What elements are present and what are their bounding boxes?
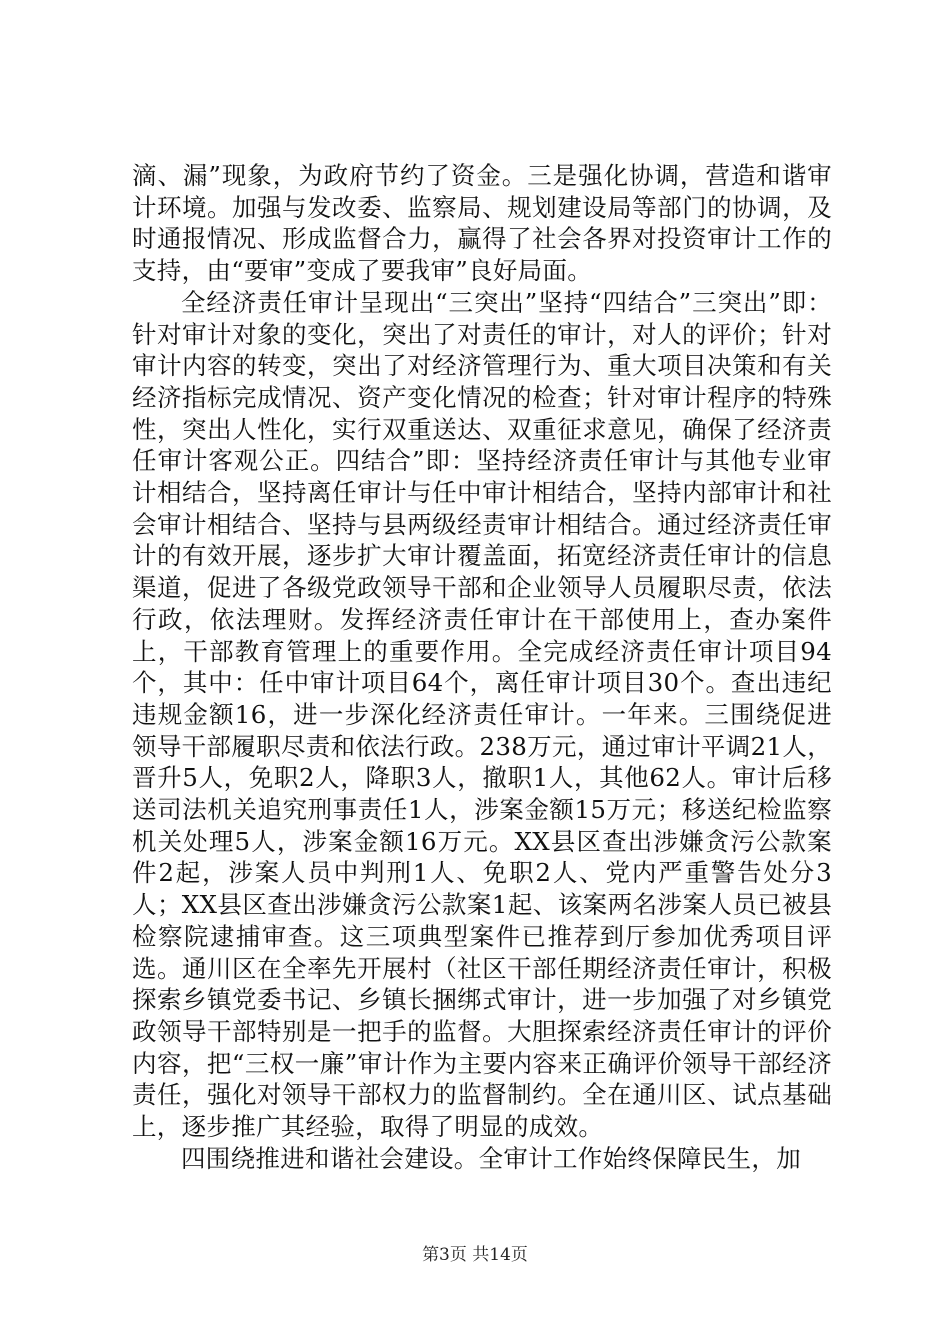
paragraph-2: 全经济责任审计呈现出“三突出”坚持“四结合”三突出”即：针对审计对象的变化，突出了对责任的审计，对人的评价；针对审计内容的转变，突出了对经济管理行为、重大项目决策和有关经济指标完成情况、资产变化情况的检查；针对审计程序的特殊性，突出人性化，实行双重送达、双重征求意见，确保了经济责任审计客观公正。四结合”即：坚持经济责任审计与其他专业审计相结合，坚持离任审计与任中审计相结合，坚持内部审计和社会审计相结合、坚持与县两级经责审计相结合。通过经济责任审计的有效开展，逐步扩大审计覆盖面，拓宽经济责任审计的信息渠道，促进了各级党政领导干部和企业领导人员履职尽责，依法行政，依法理财。发挥经济责任审计在干部使用上，查办案件上，干部教育管理上的重要作用。全完成经济责任审计项目94个，其中：任中审计项目64个，离任审计项目30个。查出违纪违规金额16，进一步深化经济责任审计。一年来。三围绕促进领导干部履职尽责和依法行政。238万元，通过审计平调21人，晋升5人，免职2人，降职3人，撤职1人，其他62人。审计后移送司法机关追究刑事责任1人，涉案金额15万元；移送纪检监察机关处理5人，涉案金额16万元。XX县区查出涉嫌贪污公款案件2起，涉案人员中判刑1人、免职2人、党内严重警告处分3人；XX县区查出涉嫌贪污公款案1起、该案两名涉案人员已被县检察院逮捕审查。这三项典型案件已推荐到厅参加优秀项目评选。通川区在全率先开展村（社区干部任期经济责任审计，积极探索乡镇党委书记、乡镇长捆绑式审计，进一步加强了对乡镇党政领导干部特别是一把手的监督。大胆探索经济责任审计的评价内容，把“三权一廉”审计作为主要内容来正确评价领导干部经济责任，强化对领导干部权力的监督制约。全在通川区、试点基础上，逐步推广其经验，取得了明显的成效。 (132, 287, 832, 1142)
paragraph-3: 四围绕推进和谐社会建设。全审计工作始终保障民生，加 (181, 1143, 801, 1173)
document-body (132, 160, 832, 1175)
page-number-footer: 第3页 共14页 (422, 1245, 528, 1265)
paragraph-1: 滴、漏”现象，为政府节约了资金。三是强化协调，营造和谐审计环境。加强与发改委、监察局、规划建设局等部门的协调，及时通报情况、形成监督合力，赢得了社会各界对投资审计工作的支持，由“要审”变成了要我审”良好局面。 (132, 161, 832, 286)
